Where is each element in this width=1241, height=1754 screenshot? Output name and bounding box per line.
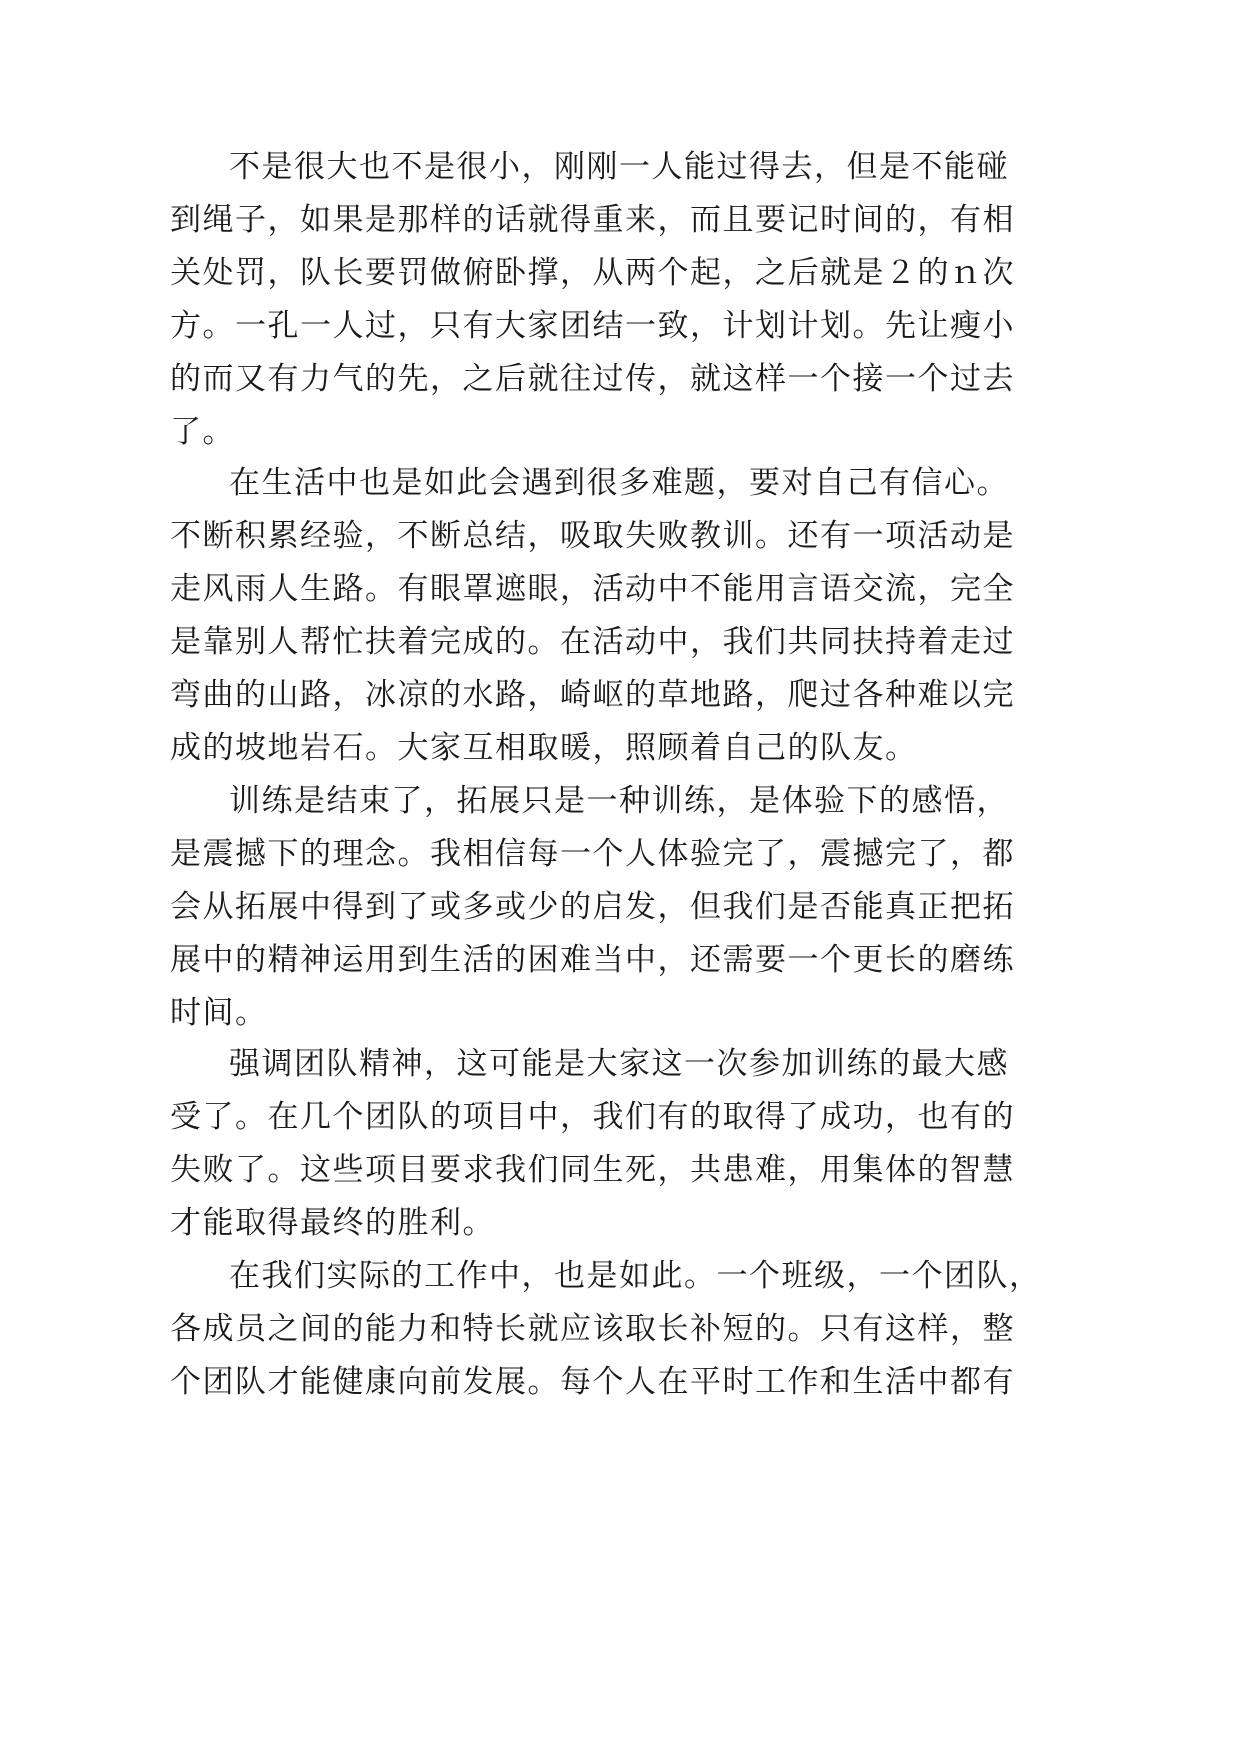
- text-line: 受了。在几个团队的项目中，我们有的取得了成功，也有的: [170, 1099, 1015, 1135]
- text-line: 成的坡地岩石。大家互相取暖，照顾着自己的队友。: [170, 730, 918, 766]
- text-line: 不是很大也不是很小，刚刚一人能过得去，但是不能碰: [229, 149, 1009, 185]
- text-line: 走风雨人生路。有眼罩遮眼，活动中不能用言语交流，完全: [170, 571, 1015, 607]
- text-line: 关处罚，队长要罚做俯卧撑，从两个起，之后就是２的ｎ次: [170, 255, 1015, 291]
- text-line: 在生活中也是如此会遇到很多难题，要对自己有信心。: [229, 465, 1009, 501]
- text-line: 不断积累经验，不断总结，吸取失败教训。还有一项活动是: [170, 518, 1015, 554]
- text-line: 展中的精神运用到生活的困难当中，还需要一个更长的磨练: [170, 942, 1015, 978]
- text-line: 在我们实际的工作中，也是如此。一个班级，一个团队，: [229, 1258, 1042, 1294]
- text-line: 是震撼下的理念。我相信每一个人体验完了，震撼完了，都: [170, 836, 1015, 872]
- text-line: 是靠别人帮忙扶着完成的。在活动中，我们共同扶持着走过: [170, 624, 1015, 660]
- text-line: 个团队才能健康向前发展。每个人在平时工作和生活中都有: [170, 1364, 1015, 1400]
- text-line: 时间。: [170, 995, 268, 1031]
- text-line: 会从拓展中得到了或多或少的启发，但我们是否能真正把拓: [170, 889, 1015, 925]
- text-line: 到绳子，如果是那样的话就得重来，而且要记时间的，有相: [170, 202, 1015, 238]
- text-line: 强调团队精神，这可能是大家这一次参加训练的最大感: [229, 1046, 1009, 1082]
- text-line: 各成员之间的能力和特长就应该取长补短的。只有这样，整: [170, 1311, 1015, 1347]
- text-line: 失败了。这些项目要求我们同生死，共患难，用集体的智慧: [170, 1152, 1015, 1188]
- text-line: 训练是结束了，拓展只是一种训练，是体验下的感悟，: [229, 783, 1009, 819]
- text-line: 了。: [170, 414, 235, 450]
- text-line: 弯曲的山路，冰凉的水路，崎岖的草地路，爬过各种难以完: [170, 677, 1015, 713]
- text-line: 的而又有力气的先，之后就往过传，就这样一个接一个过去: [170, 361, 1015, 397]
- text-line: 方。一孔一人过，只有大家团结一致，计划计划。先让瘦小: [170, 308, 1015, 344]
- text-line: 才能取得最终的胜利。: [170, 1205, 495, 1241]
